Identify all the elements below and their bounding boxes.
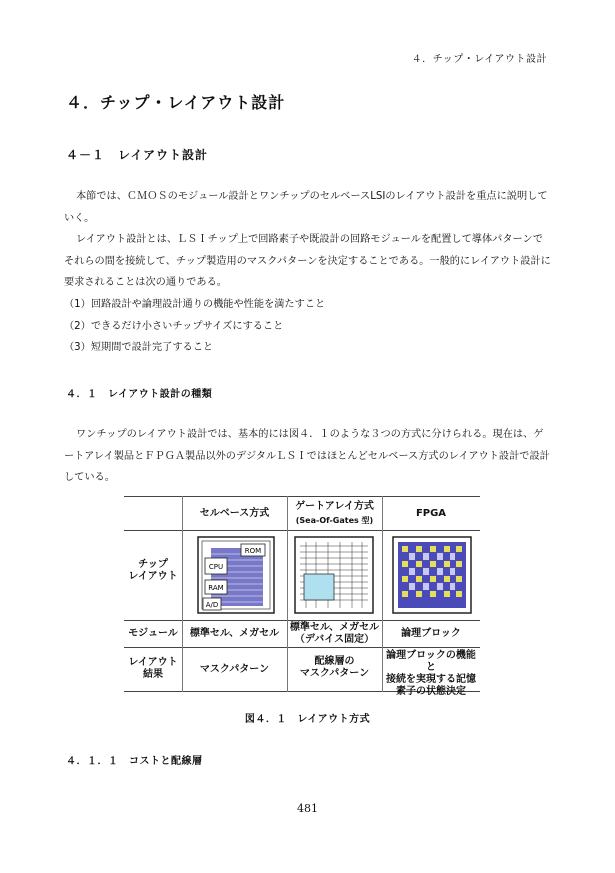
row-header-layout-result: レイアウト 結果 — [128, 657, 178, 680]
intro-paragraph: 本節では、ＣＭＯＳのモジュール設計とワンチップのセルベースLSIのレイアウト設計を重点に説明していく。 — [64, 191, 548, 224]
table-rule — [124, 620, 480, 621]
header-gate-array: ゲートアレイ方式 — [295, 501, 374, 512]
table-rule — [124, 496, 480, 497]
result-gate-array: 配線層の マスクパターン — [299, 656, 370, 679]
subsubsection-title: ４．１．１ コストと配線層 — [66, 756, 203, 767]
gate-array-chip-diagram — [294, 536, 374, 614]
list-item: （1）回路設計や論理設計通りの機能や性能を満たすこと — [64, 299, 326, 310]
subsection-paragraph: ワンチップのレイアウト設計では、基本的には図４．１のような３つの方式に分けられる。現在は、ゲートアレイ製品とＦＰＧＡ製品以外のデジタルＬＳＩではほとんどセルベース方式のレイアウト設計で設計している。 — [64, 429, 550, 484]
list-item: （3）短期間で設計完了すること — [64, 342, 214, 354]
row-header-chip-layout: チップ レイアウト — [128, 559, 178, 582]
layout-methods-figure — [124, 496, 480, 697]
figure-caption: 図４．１ レイアウト方式 — [244, 714, 371, 725]
module-gate-array: 標準セル、メガセル （デバイス固定） — [289, 622, 380, 645]
module-cell-based: 標準セル、メガセル — [189, 628, 280, 639]
page-number: 481 — [297, 802, 318, 815]
result-fpga: 論理ブロックの機能と 接続を実現する記憶 素子の状態決定 — [386, 650, 476, 697]
header-gate-array-sub: (Sea-Of-Gates 型) — [295, 516, 374, 525]
section-title: ４－１ レイアウト設計 — [66, 148, 209, 162]
header-cell-based: セルベース方式 — [199, 508, 270, 519]
chip-label-ad: A/D — [205, 601, 219, 609]
definition-paragraph: レイアウト設計とは、ＬＳＩチップ上で回路素子や既設計の回路モジュールを配置して導体パターンでそれらの間を接続して、チップ製造用のマスクパターンを決定することである。一般的にレイアウト設計に要求されることは次の通りである。 — [64, 234, 551, 289]
row-header-module: モジュール — [128, 628, 178, 639]
subsection-title: ４．１ レイアウト設計の種類 — [66, 389, 213, 400]
table-rule — [124, 530, 480, 531]
table-rule — [124, 647, 480, 648]
chapter-title: ４．チップ・レイアウト設計 — [66, 93, 286, 112]
chip-label-cpu: CPU — [208, 563, 224, 571]
fpga-chip-diagram — [392, 536, 472, 614]
requirements-list — [64, 294, 552, 359]
running-head: ４．チップ・レイアウト設計 — [411, 54, 547, 65]
result-cell-based: マスクパターン — [199, 664, 270, 675]
cell-based-chip-diagram — [197, 536, 275, 614]
chip-label-ram: RAM — [208, 584, 224, 592]
list-item: （2）できるだけ小さいチップサイズにすること — [64, 320, 284, 332]
table-rule — [182, 496, 183, 692]
chip-label-rom: ROM — [244, 547, 262, 555]
header-fpga: FPGA — [415, 508, 447, 519]
module-fpga: 論理ブロック — [401, 628, 461, 639]
